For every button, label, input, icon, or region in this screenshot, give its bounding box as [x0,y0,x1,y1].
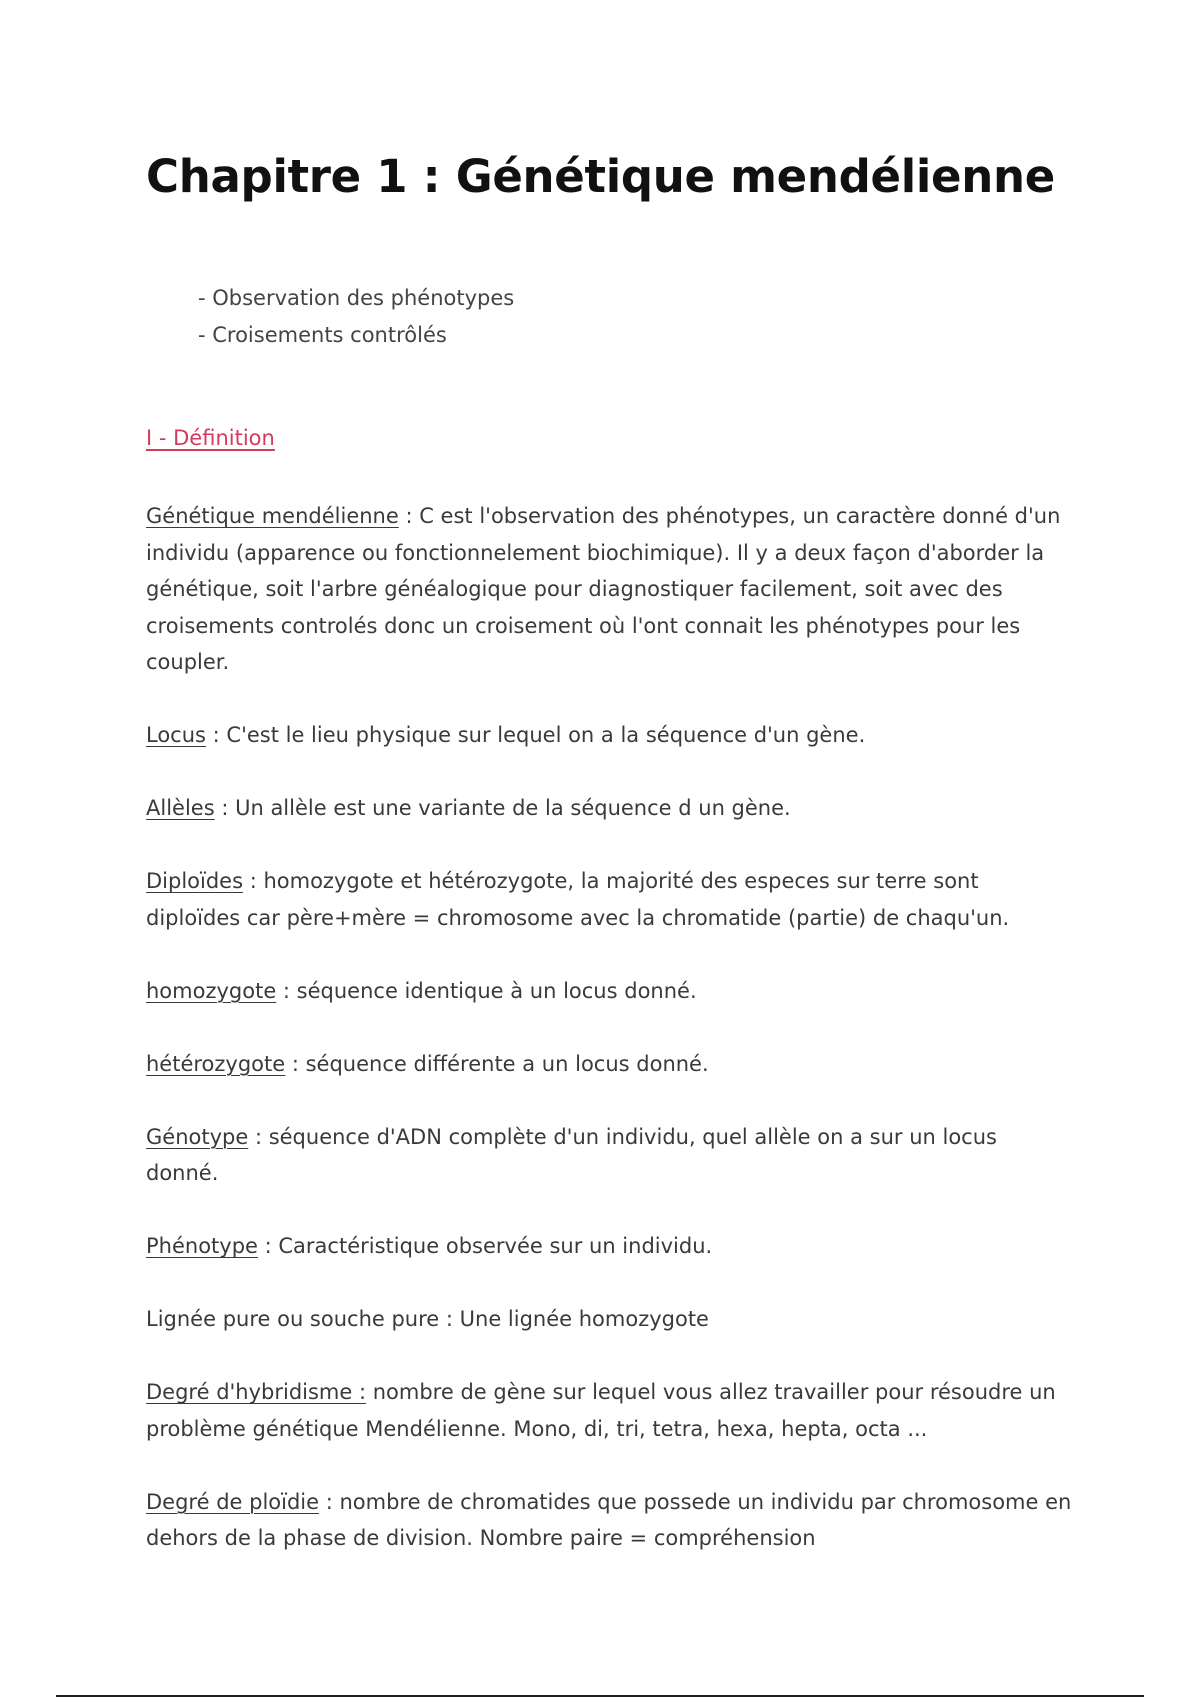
definition-term: Génotype [146,1124,249,1149]
definition-heterozygote [146,1046,1076,1083]
definition-text: : séquence identique à un locus donné. [276,978,697,1003]
definition-term: Allèles [146,796,215,820]
definition-text: Lignée pure ou souche pure : Une lignée homozygote [146,1307,709,1331]
page-bottom-divider [56,1695,1144,1697]
definition-alleles [146,790,1076,827]
definition-phenotype [146,1228,1076,1265]
definition-genetique-mendelienne [146,498,1076,681]
definition-degre-ploidie [146,1484,1076,1557]
definition-text: : séquence d'ADN complète d'un individu, quel allèle on a sur un locus donné. [146,1124,997,1185]
intro-item-phenotypes: - Observation des phénotypes [198,286,515,310]
definition-homozygote [146,973,1076,1010]
definition-text: nombre de gène sur lequel vous allez travailler pour résoudre un problème génétique Mendélienne. Mono, di, tri, tetra, hexa, hepta, octa ... [146,1380,1056,1441]
definition-term: Génétique mendélienne [146,504,399,528]
page-title: Chapitre 1 : Génétique mendélienne [146,150,1055,203]
definition-text: : homozygote et hétérozygote, la majorité des especes sur terre sont diploïdes car père+mère = chromosome avec la chromatide (partie) de chaqu'un. [146,869,1010,930]
definition-term: Degré d'hybridisme : [146,1380,367,1404]
definition-lignee-pure [146,1301,1076,1338]
definition-term: Diploïdes [146,869,244,893]
definition-term: Locus [146,723,206,747]
definition-locus [146,717,1076,754]
definition-text: : séquence différente a un locus donné. [285,1051,709,1076]
intro-list [198,280,514,354]
definition-degre-hybridisme [146,1374,1076,1447]
definitions-list [146,498,1076,1593]
definition-diploides [146,863,1076,936]
intro-item-croisements: - Croisements contrôlés [198,323,447,347]
definition-text: : C'est le lieu physique sur lequel on a la séquence d'un gène. [205,723,866,747]
definition-text: : C est l'observation des phénotypes, un caractère donné d'un individu (apparence ou fonctionnelement biochimique). Il y a deux façon d'aborder la génétique, soit l'arbre généalogique pour diagnostiquer facilement, soit avec des croisements controlés donc un croisement où l'ont connait les phénotypes pour les coupler. [146,504,1061,674]
definition-term: homozygote [146,978,277,1003]
definition-term: hétérozygote [146,1051,286,1076]
definition-text: : Caractéristique observée sur un individu. [257,1234,713,1258]
definition-genotype [146,1119,1076,1192]
definition-term: Phénotype [146,1234,258,1258]
definition-term: Degré de ploïdie [146,1489,320,1514]
definition-text: : nombre de chromatides que possede un individu par chromosome en dehors de la phase de division. Nombre paire = compréhension [146,1489,1072,1550]
section-heading-definition: I - Définition [146,426,275,450]
definition-text: : Un allèle est une variante de la séquence d un gène. [214,796,791,820]
